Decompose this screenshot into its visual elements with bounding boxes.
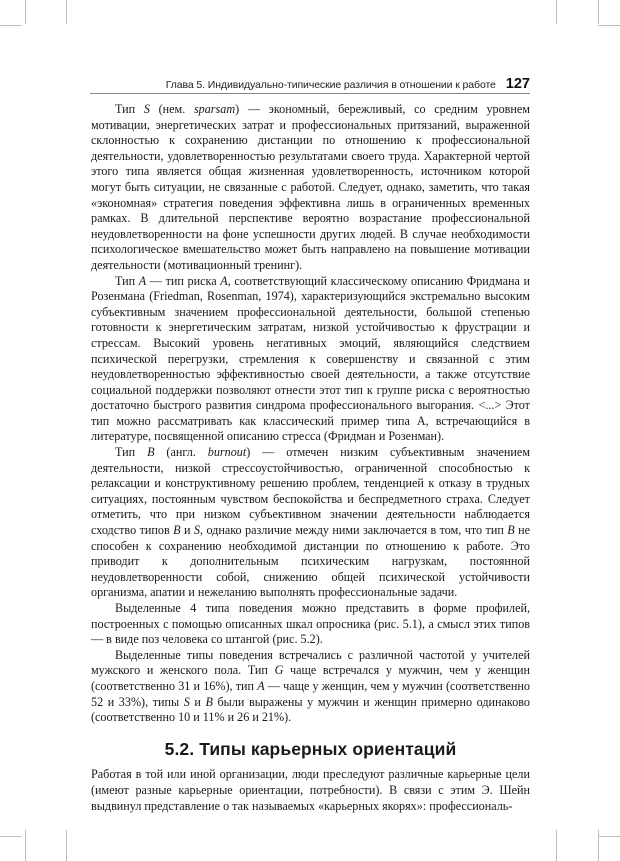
chapter-title: Глава 5. Индивидуально-типические различия в отношении к работе <box>165 79 496 91</box>
crop-mark <box>598 25 620 26</box>
crop-mark <box>0 836 22 837</box>
crop-mark <box>556 830 557 861</box>
crop-mark <box>25 830 26 861</box>
crop-mark <box>66 830 67 861</box>
crop-mark <box>66 0 67 24</box>
paragraph-type-a: Тип А — тип риска А, соответствующий классическому описанию Фридмана и Розенмана (Friedman, Rosenman, 1974), характеризующийся экстремально высоким субъективным значением профессиональной деятельности, большой степенью готовности к энергетическим затратам, низкой устойчивостью к фрустрации и стрессам. Высокий уровень негативных эмоций, являющийся следствием психической перегрузки, стремления к совершенству и связанной с этим неудовлетворенностью эффективностью своей деятельности, а также отсутствие социальной поддержки позволяют отнести этот тип к группе риска с вероятностью достаточно быстрого развития синдрома профессионального выгорания. <...> Этот тип можно рассматривать как классический пример типа А, встречающийся в литературе, посвященной описанию стресса (Фридман и Розенман). <box>91 273 530 444</box>
paragraph-frequency: Выделенные типы поведения встречались с различной частотой у учителей мужского и женского пола. Тип G чаще встречался у мужчин, чем у женщин (соответственно 31 и 16%), тип А — чаще у женщин, чем у мужчин (соответственно 52 и 33%), типы S и В были выражены у мужчин и женщин примерно одинаково (соответственно 10 и 11% и 26 и 21%). <box>91 647 530 725</box>
page-number: 127 <box>505 76 530 92</box>
crop-mark <box>598 830 599 861</box>
header-rule <box>90 93 530 94</box>
crop-mark <box>556 0 557 24</box>
crop-mark <box>598 0 599 24</box>
crop-mark <box>0 25 22 26</box>
running-header <box>90 76 530 92</box>
paragraph-type-s: Тип S (нем. sparsam) — экономный, бережливый, со средним уровнем мотивации, энергетических затрат и профессиональных притязаний, выраженной склонностью к сохранению дистанции по отношению к профессиональной деятельности, удовлетворенностью результатами своего труда. Характерной чертой этого типа является общая жизненная удовлетворенность, источником которой могут быть ситуации, не связанные с работой. Следует, однако, заметить, что такая «экономная» стратегия поведения эффективна лишь в ограниченных временных рамках. В длительной перспективе вероятно возрастание профессиональной неудовлетворенности на фоне успешности других людей. В случае необходимости психологическое вмешательство может быть направлено на повышение мотивации деятельности (мотивационный тренинг). <box>91 102 530 272</box>
paragraph-profiles: Выделенные 4 типа поведения можно представить в форме профилей, построенных с помощью описанных шкал опросника (рис. 5.1), а смысл этих типов — в виде поз человека со штангой (рис. 5.2). <box>91 601 530 647</box>
page-body <box>91 102 530 814</box>
section-heading: 5.2. Типы карьерных ориентаций <box>164 738 457 759</box>
crop-mark <box>25 0 26 24</box>
section-paragraph: Работая в той или иной организации, люди преследуют различные карьерные цели (имеют разные карьерные ориентации, потребности). В связи с этим Э. Шейн выдвинул представление о так называемых «карьерных якорях»: профессиональ- <box>91 767 530 813</box>
crop-mark <box>598 836 620 837</box>
paragraph-type-b: Тип В (англ. burnout) — отмечен низким субъективным значением деятельности, низкой стрессоустойчивостью, ограниченной способностью к релаксации и конструктивному решению проблем, тенденцией к отказу в трудных ситуациях, постоянным чувством беспокойства и беспредметного страха. Следует отметить, что при низком субъективном значении деятельности наблюдается сходство типов В и S, однако различие между ними заключается в том, что тип В не способен к сохранению необходимой дистанции по отношению к работе. Это приводит к дополнительным психическим нагрузкам, постоянной неудовлетворенности собой, снижению общей психической устойчивости организма, апатии и нежеланию выполнять профессиональные задачи. <box>91 445 531 600</box>
